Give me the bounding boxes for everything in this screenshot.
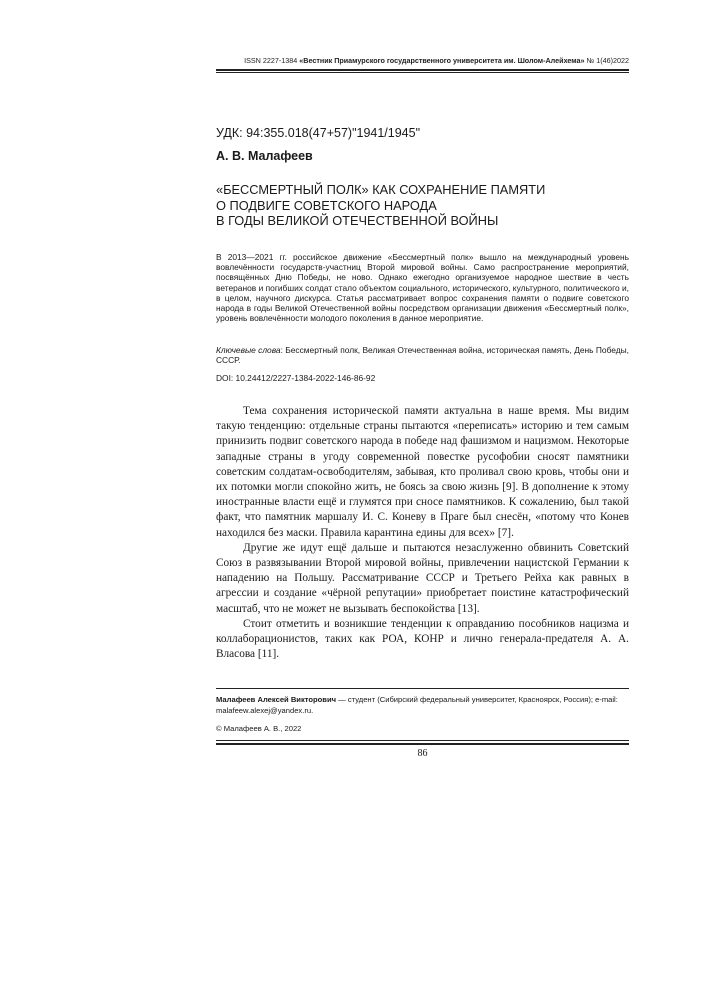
footnote-author-info: — студент (Сибирский федеральный университет, Красноярск, Россия); e-mail: malafeew.alexej@yandex.ru. — [216, 695, 618, 715]
header-rule-thin — [216, 72, 629, 73]
footnote-rule — [216, 688, 629, 689]
footnote-author-name: Малафеев Алексей Викторович — [216, 695, 337, 704]
doi: DOI: 10.24412/2227-1384-2022-146-86-92 — [216, 373, 376, 383]
footer-rule-thick — [216, 743, 629, 745]
abstract: В 2013—2021 гг. российское движение «Бессмертный полк» вышло на международный уровень вовлечённости государств-участниц Второй мировой войны. Само распространение мероприятий, посвящённых Дню Победы, не ново. Однако ежегодно организуемое народное шествие в честь ветеранов и погибших солдат стало объектом социального, исторического, культурного, политического и, в целом, научного дискурса. Статья рассматривает вопрос сохранения памяти о подвиге советского народа в годы Великой Отечественной войны посредством организации движения «Бессмертный полк», уровень вовлечённости молодого поколения в данное мероприятие. — [216, 252, 629, 324]
copyright: © Малафеев А. В., 2022 — [216, 724, 302, 733]
udk-code: УДК: 94:355.018(47+57)"1941/1945" — [216, 126, 421, 140]
author-footnote — [216, 695, 629, 716]
header-issue: № 1(46)2022 — [586, 56, 629, 65]
author-name: А. В. Малафеев — [216, 149, 313, 163]
footer-rule-thin — [216, 740, 629, 741]
keywords-label: Ключевые слова — [216, 345, 281, 355]
title-line: В ГОДЫ ВЕЛИКОЙ ОТЕЧЕСТВЕННОЙ ВОЙНЫ — [216, 213, 499, 228]
article-title — [216, 182, 629, 229]
title-line: О ПОДВИГЕ СОВЕТСКОГО НАРОДА — [216, 197, 437, 213]
body-paragraph: Тема сохранения исторической памяти актуальна в наше время. Мы видим такую тенденцию: отдельные страны пытаются «переписать» историю и тем самым принизить подвиг советского народа в победе над фашизмом и нацизмом. Некоторые западные страны в угоду современной повестке русофобии сносят памятники советским солдатам-освободителям, забывая, кто проливал свою кровь, чтобы они и их потомки могли спокойно жить, не боясь за свою жизнь [9]. В дополнение к этому иностранные власти ещё и глумятся при сносе памятников. К сожалению, был такой факт, что памятник маршалу И. С. Коневу в Праге был снесён, «потому что Конев находился без маски. Правила карантина едины для всех» [7]. — [216, 405, 629, 539]
header-rule-thick — [216, 69, 629, 71]
keywords — [216, 345, 629, 366]
header-issn: ISSN 2227-1384 — [244, 56, 298, 65]
running-header — [216, 56, 629, 66]
body-paragraph: Другие же идут ещё дальше и пытаются незаслуженно обвинить Советский Союз в развязывании Второй мировой войны, привлечении нацистской Германии к нападению на Польшу. Рассматривание СССР и Третьего Рейха как равных в агрессии и создание «чёрной репутации» приобретает поистине катастрофический масштаб, что не может не вызывать беспокойства [13]. — [216, 541, 629, 615]
header-journal: «Вестник Приамурского государственного университета им. Шолом-Алейхема» — [299, 56, 585, 65]
article-body — [216, 404, 629, 662]
body-paragraph: Стоит отметить и возникшие тенденции к оправданию пособников нацизма и коллаборационистов, таких как РОА, КОНР и лично генерала-предателя А. А. Власова [11]. — [216, 617, 629, 661]
page-number: 86 — [417, 748, 428, 759]
title-line: «БЕССМЕРТНЫЙ ПОЛК» КАК СОХРАНЕНИЕ ПАМЯТИ — [216, 182, 546, 197]
keywords-text: : Бессмертный полк, Великая Отечественная война, историческая память, День Победы, СССР. — [216, 345, 629, 366]
